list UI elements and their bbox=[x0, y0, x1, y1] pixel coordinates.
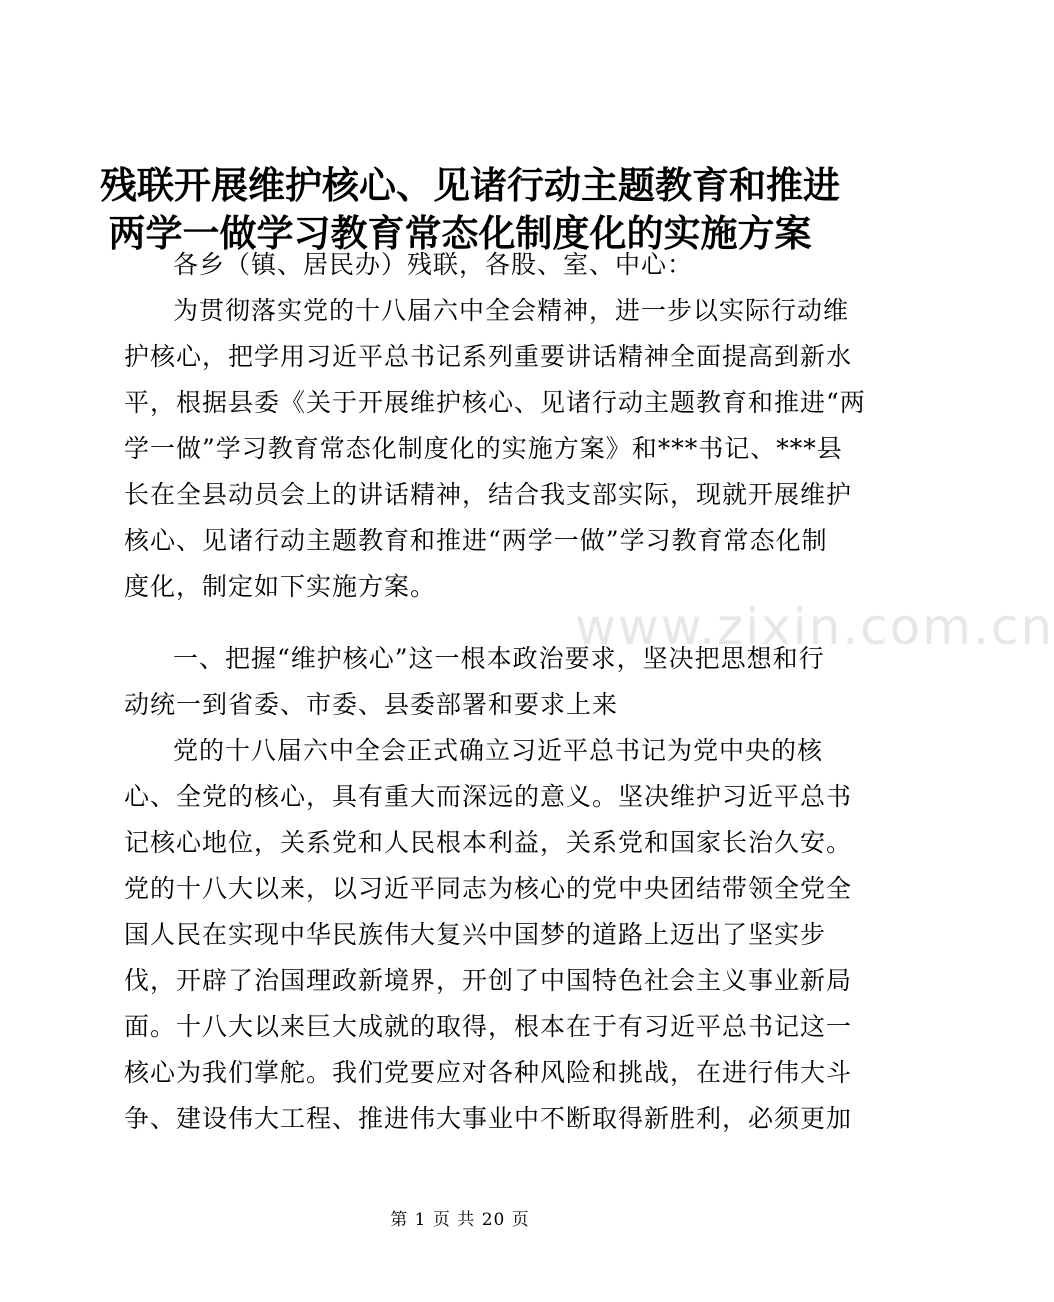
paragraph-line: 面。十八大以来巨大成就的取得，根本在于有习近平总书记这一 bbox=[124, 1012, 853, 1041]
paragraph-line: 为贯彻落实党的十八届六中全会精神，进一步以实际行动维 bbox=[173, 296, 850, 325]
paragraph-line: 平，根据县委《关于开展维护核心、见诸行动主题教育和推进“两 bbox=[124, 388, 866, 417]
paragraph-line: 核心为我们掌舵。我们党要应对各种风险和挑战，在进行伟大斗 bbox=[124, 1058, 853, 1087]
document-title-line-1: 残联开展维护核心、见诸行动主题教育和推进 bbox=[100, 163, 840, 207]
paragraph-line: 记核心地位，关系党和人民根本利益，关系党和国家长治久安。 bbox=[124, 828, 853, 857]
paragraph-line: 争、建设伟大工程、推进伟大事业中不断取得新胜利，必须更加 bbox=[124, 1104, 853, 1133]
paragraph-line: 国人民在实现中华民族伟大复兴中国梦的道路上迈出了坚实步 bbox=[124, 920, 827, 949]
section-heading-line: 一、把握“维护核心”这一根本政治要求，坚决把思想和行 bbox=[173, 644, 825, 673]
paragraph-line: 心、全党的核心，具有重大而深远的意义。坚决维护习近平总书 bbox=[124, 782, 853, 811]
paragraph-line: 核心、见诸行动主题教育和推进“两学一做”学习教育常态化制 bbox=[124, 526, 828, 555]
paragraph-line: 学一做”学习教育常态化制度化的实施方案》和***书记、***县 bbox=[124, 434, 843, 463]
paragraph-line: 度化，制定如下实施方案。 bbox=[124, 572, 437, 601]
document-title-line-2: 两学一做学习教育常态化制度化的实施方案 bbox=[108, 211, 812, 255]
paragraph-line: 党的十八大以来，以习近平同志为核心的党中央团结带领全党全 bbox=[124, 874, 853, 903]
watermark: www.zixin.com.cn bbox=[575, 598, 1054, 656]
paragraph-line: 伐，开辟了治国理政新境界，开创了中国特色社会主义事业新局 bbox=[124, 966, 853, 995]
paragraph-line: 护核心，把学用习近平总书记系列重要讲话精神全面提高到新水 bbox=[124, 342, 853, 371]
paragraph-line: 党的十八届六中全会正式确立习近平总书记为党中央的核 bbox=[173, 736, 824, 765]
page-footer: 第 1 页 共 20 页 bbox=[390, 1210, 530, 1230]
paragraph-line: 长在全县动员会上的讲话精神，结合我支部实际，现就开展维护 bbox=[124, 480, 853, 509]
section-heading-line: 动统一到省委、市委、县委部署和要求上来 bbox=[124, 690, 619, 719]
salutation: 各乡（镇、居民办）残联，各股、室、中心： bbox=[173, 250, 694, 279]
